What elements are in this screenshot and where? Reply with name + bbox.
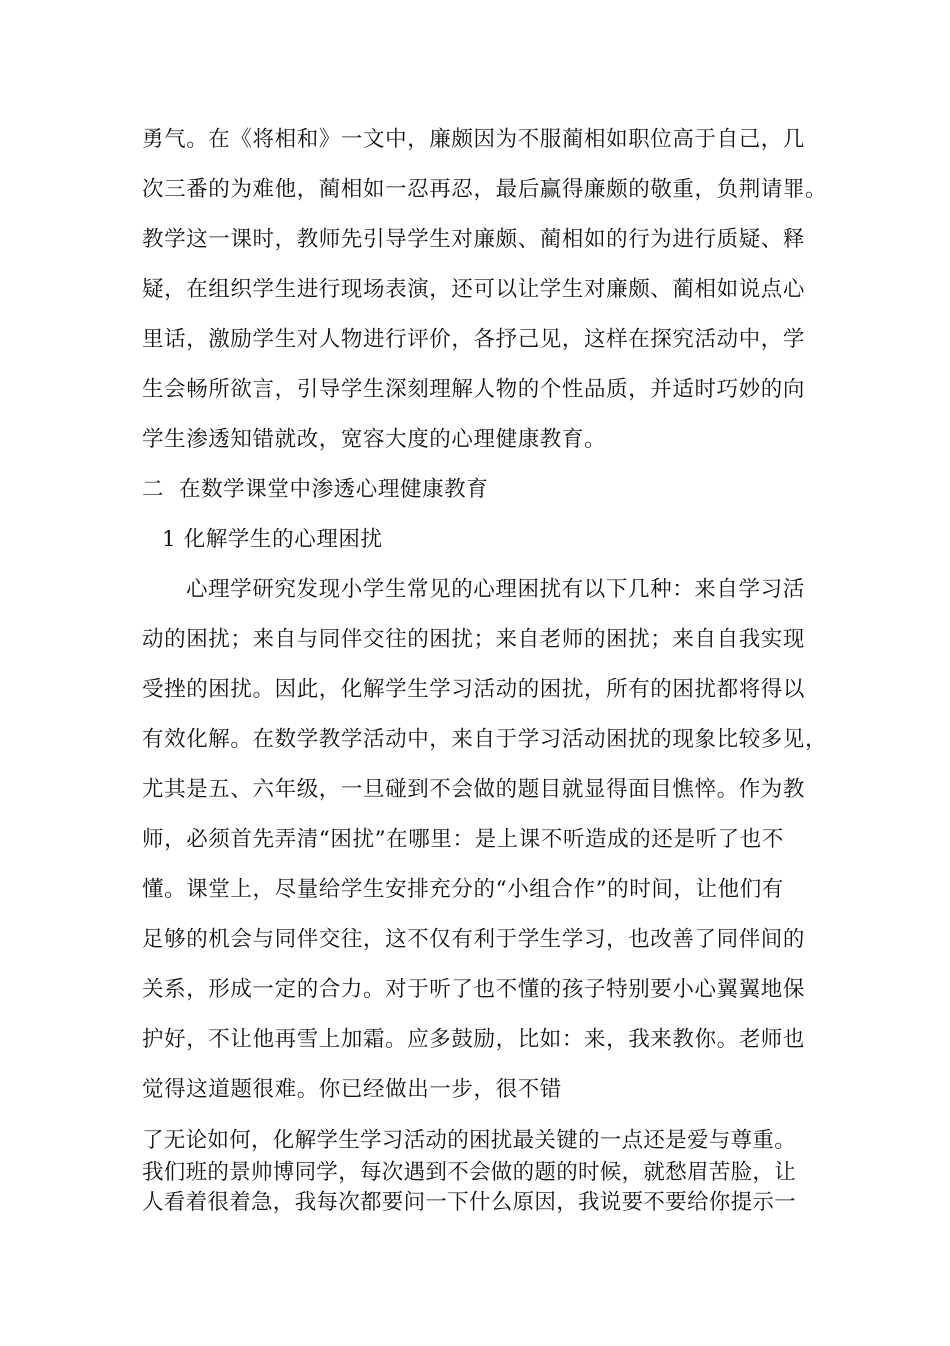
- section-heading: 二 在数学课堂中渗透心理健康教育: [142, 477, 489, 502]
- text-line: 足够的机会与同伴交往，这不仅有利于学生学习，也改善了同伴间的: [142, 927, 806, 952]
- text-line: 学生渗透知错就改，宽容大度的心理健康教育。: [142, 427, 607, 452]
- text-line: 生会畅所欲言，引导学生深刻理解人物的个性品质，并适时巧妙的向: [142, 377, 806, 402]
- text-line: 懂。课堂上，尽量给学生安排充分的“小组合作”的时间，让他们有: [142, 877, 784, 902]
- text-line: 次三番的为难他，蔺相如一忍再忍，最后赢得廉颇的敬重，负荆请罪。: [142, 177, 828, 202]
- text-line: 护好，不让他再雪上加霜。应多鼓励，比如：来，我来教你。老师也: [142, 1027, 806, 1052]
- text-line: 我们班的景帅博同学，每次遇到不会做的题的时候，就愁眉苦脸，让: [142, 1160, 797, 1185]
- text-line: 教学这一课时，教师先引导学生对廉颇、蔺相如的行为进行质疑、释: [142, 227, 806, 252]
- text-line: 觉得这道题很难。你已经做出一步，很不错: [142, 1077, 562, 1102]
- text-line: 了无论如何，化解学生学习活动的困扰最关键的一点还是爱与尊重。: [142, 1128, 797, 1153]
- text-line: 有效化解。在数学教学活动中，来自于学习活动困扰的现象比较多见，: [142, 727, 828, 752]
- subsection-heading: 1 化解学生的心理困扰: [162, 527, 383, 552]
- text-line: 尤其是五、六年级，一旦碰到不会做的题目就显得面目憔悴。作为教: [142, 777, 806, 802]
- text-line: 疑，在组织学生进行现场表演，还可以让学生对廉颇、蔺相如说点心: [142, 277, 806, 302]
- text-line: 关系，形成一定的合力。对于听了也不懂的孩子特别要小心翼翼地保: [142, 977, 806, 1002]
- text-line: 师，必须首先弄清“困扰”在哪里：是上课不听造成的还是听了也不: [142, 827, 784, 852]
- text-line: 心理学研究发现小学生常见的心理困扰有以下几种：来自学习活: [186, 577, 805, 602]
- text-line: 里话，激励学生对人物进行评价，各抒己见，这样在探究活动中，学: [142, 327, 806, 352]
- text-line: 勇气。在《将相和》一文中，廉颇因为不服蔺相如职位高于自己，几: [142, 127, 806, 152]
- text-line: 人看着很着急，我每次都要问一下什么原因，我说要不要给你提示一: [142, 1190, 797, 1215]
- text-line: 动的困扰；来自与同伴交往的困扰；来自老师的困扰；来自自我实现: [142, 627, 806, 652]
- text-line: 受挫的困扰。因此，化解学生学习活动的困扰，所有的困扰都将得以: [142, 677, 806, 702]
